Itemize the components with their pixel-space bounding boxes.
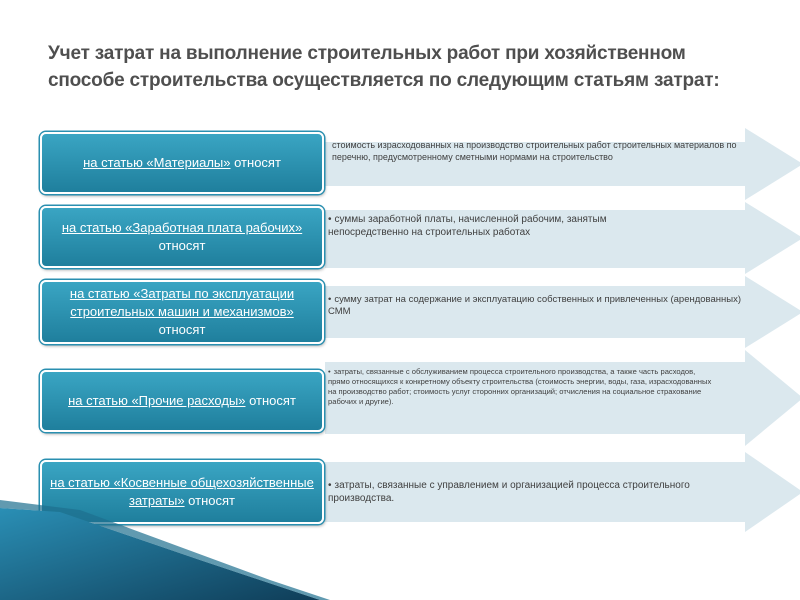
category-suffix: относят bbox=[158, 322, 206, 337]
category-link[interactable]: на статью «Заработная плата рабочих» bbox=[61, 220, 303, 235]
category-link[interactable]: на статью «Затраты по эксплуатации строительных машин и механизмов» bbox=[69, 286, 295, 319]
bullet-mark: • bbox=[328, 480, 332, 491]
category-suffix: относят bbox=[184, 493, 235, 508]
slide-title: Учет затрат на выполнение строительных работ при хозяйственном способе строительства осуществляется по следующим статьям затрат: bbox=[48, 43, 720, 91]
category-link[interactable]: на статью «Прочие расходы» bbox=[68, 393, 246, 408]
category-link[interactable]: на статью «Материалы» bbox=[83, 155, 231, 170]
description-body: стоимость израсходованных на производство строительных работ строительных материалов по перечню, предусмотренному сметными нормами на строительство bbox=[332, 140, 737, 162]
category-suffix: относят bbox=[245, 393, 296, 408]
bullet-mark: • bbox=[328, 214, 332, 225]
description-body: затраты, связанные с обслуживанием процесса строительного производства, а также часть расходов, прямо относящихся к конкретному объекту строительства (стоимость энергии, воды, газа, израсходованных на производство работ; стоимость услуг сторонних организаций; отчисления на социальное страхование рабочих и другие). bbox=[328, 367, 712, 407]
category-link[interactable]: на статью «Косвенные общехозяйственные затраты» bbox=[50, 475, 314, 508]
bullet-mark: • bbox=[328, 294, 332, 305]
description-body: затраты, связанные с управлением и организацией процесса строительного производства. bbox=[328, 480, 690, 504]
category-suffix: относят bbox=[230, 155, 281, 170]
description-body: суммы заработной платы, начисленной рабочим, занятым непосредственно на строительных работах bbox=[328, 214, 607, 238]
category-suffix: относят bbox=[158, 238, 206, 253]
description-body: сумму затрат на содержание и эксплуатацию собственных и привлеченных (арендованных) СММ bbox=[328, 294, 742, 318]
bullet-mark: • bbox=[328, 367, 331, 376]
